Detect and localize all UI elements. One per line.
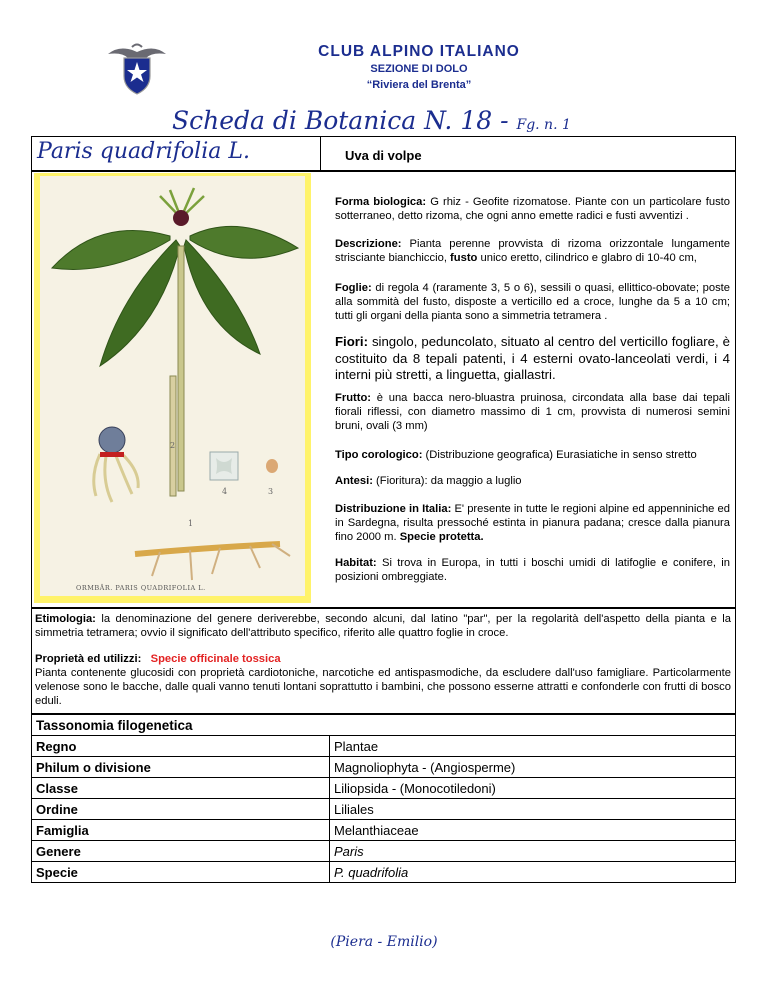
botanical-illustration (40, 176, 305, 596)
proprieta-label: Proprietà ed utilizzi: (35, 653, 142, 665)
taxonomy-key: Regno (32, 736, 330, 757)
etimologia-text: la denominazione del genere deriverebbe, secondo alcuni, dal latino "par", per la regolarità dell'aspetto della pianta e la simmetria tetramera; ovvio il significato dell'attributo specifico, riferito alle quattro foglie in croce. (35, 613, 731, 639)
taxonomy-value: Melanthiaceae (330, 820, 736, 841)
taxonomy-value: Magnoliophyta - (Angiosperme) (330, 757, 736, 778)
taxonomy-value: Liliopsida - (Monocotiledoni) (330, 778, 736, 799)
taxonomy-table (31, 714, 736, 883)
descrizione-bold: fusto (450, 252, 478, 264)
taxonomy-key: Genere (32, 841, 330, 862)
taxonomy-value: Plantae (330, 736, 736, 757)
fiori-label: Fiori: (335, 334, 368, 349)
habitat-text: Si trova in Europa, in tutti i boschi umidi di latifoglie e conifere, in posizioni ombreggiate. (335, 557, 730, 583)
scientific-name: Paris quadrifolia L. (37, 139, 250, 164)
table-row (32, 841, 736, 862)
table-row (32, 799, 736, 820)
table-row (32, 736, 736, 757)
table-row (32, 778, 736, 799)
common-name: Uva di volpe (345, 148, 422, 163)
distribuzione-bold: Specie protetta. (399, 531, 484, 543)
antesi-label: Antesi: (335, 475, 373, 487)
name-row-divider (320, 136, 321, 171)
taxonomy-key: Philum o divisione (32, 757, 330, 778)
fiori (335, 334, 730, 384)
taxonomy-value: P. quadrifolia (330, 862, 736, 883)
table-row (32, 862, 736, 883)
descrizione-text-2: unico eretto, cilindrico e glabro di 10-40 cm, (477, 252, 697, 264)
taxonomy-key: Ordine (32, 799, 330, 820)
proprieta-text: Pianta contenente glucosidi con proprietà cardiotoniche, narcotiche ed antispasmodiche, da escludere dall'uso famigliare. Particolarmente velenose sono le bacche, dalle quali vanno tenuti lontani soprattutto i bambini, che possono esserne attratti e confonderle con frutti di bosco eduli. (35, 667, 731, 707)
sheet-title (172, 106, 571, 135)
taxonomy-value: Paris (330, 841, 736, 862)
forma-biologica (335, 195, 730, 223)
table-row (32, 757, 736, 778)
proprieta-highlight: Specie officinale tossica (150, 653, 281, 665)
org-name: CLUB ALPINO ITALIANO (318, 43, 520, 60)
subsection-name: “Riviera del Brenta” (366, 79, 472, 91)
distribuzione-text: E' presente in tutte le regioni alpine ed appenniniche ed in Sardegna, risulta pressoché estinta in pianura padana; cresce dalla pianura fino 2000 m. (335, 503, 730, 543)
authors-footer: (Piera - Emilio) (330, 934, 438, 950)
taxonomy-key: Specie (32, 862, 330, 883)
proprieta (35, 652, 731, 708)
fiori-text: singolo, peduncolato, situato al centro del verticillo fogliare, è costituito da 8 tepali patenti, i 4 esterni ovato-lanceolati verdi, i 4 interni più stretti, a linguetta, giallastri. (335, 334, 730, 382)
plate-number-4: 4 (222, 487, 228, 496)
forma-text: G rhiz - Geofite rizomatose. Piante con un particolare fusto sotterraneo, detto rizoma, che ogni anno emette radici e fusti avventizi . (335, 196, 730, 222)
antesi (335, 474, 730, 488)
taxonomy-key: Classe (32, 778, 330, 799)
etimologia-label: Etimologia: (35, 613, 96, 625)
frutto-text: è una bacca nero-bluastra pruinosa, circondata alla base dai tepali fiorali riflessi, con diametro massimo di 1 cm, provvista di numerosi semini bruni, ovali (3 mm) (335, 392, 730, 432)
habitat-label: Habitat: (335, 557, 377, 569)
table-row (32, 820, 736, 841)
etimologia (35, 612, 731, 640)
frutto-label: Frutto: (335, 392, 372, 404)
frutto (335, 391, 730, 433)
taxonomy-value: Liliales (330, 799, 736, 820)
descrizione-label: Descrizione: (335, 238, 402, 250)
forma-label: Forma biologica: (335, 196, 427, 208)
plate-number-3: 3 (268, 487, 274, 496)
section-name: SEZIONE DI DOLO (370, 63, 468, 75)
habitat (335, 556, 730, 584)
corologico-label: Tipo corologico: (335, 449, 423, 461)
sheet-number: Fg. n. 1 (516, 117, 571, 133)
plate-caption: ORMBÄR. PARIS QUADRIFOLIA L. (76, 584, 206, 592)
plate-number-1: 1 (188, 519, 194, 528)
distribuzione-label: Distribuzione in Italia: (335, 503, 452, 515)
corologico-text: (Distribuzione geografica) Eurasiatiche in senso stretto (422, 449, 697, 461)
descrizione (335, 237, 730, 265)
antesi-text: (Fioritura): da maggio a luglio (372, 475, 522, 487)
foglie-text: di regola 4 (raramente 3, 5 o 6), sessili o quasi, ellittico-obovate; poste alla sommità del fusto, disposte a verticillo ed a croce, lunghe da 5 a 10 cm; tutti gli organi della pianta sono a simmetria tetramera . (335, 282, 730, 322)
plate-number-2: 2 (170, 441, 176, 450)
sheet-title-text: Scheda di Botanica N. 18 - (172, 106, 517, 135)
taxonomy-header-row (32, 715, 736, 736)
taxonomy-title: Tassonomia filogenetica (32, 715, 736, 736)
taxonomy-key: Famiglia (32, 820, 330, 841)
foglie-label: Foglie: (335, 282, 372, 294)
foglie (335, 281, 730, 323)
descrizione-text-1: Pianta perenne provvista di rizoma orizzontale lungamente strisciante bianchiccio, (335, 238, 730, 264)
distribuzione-italia (335, 502, 730, 544)
tipo-corologico (335, 448, 730, 462)
